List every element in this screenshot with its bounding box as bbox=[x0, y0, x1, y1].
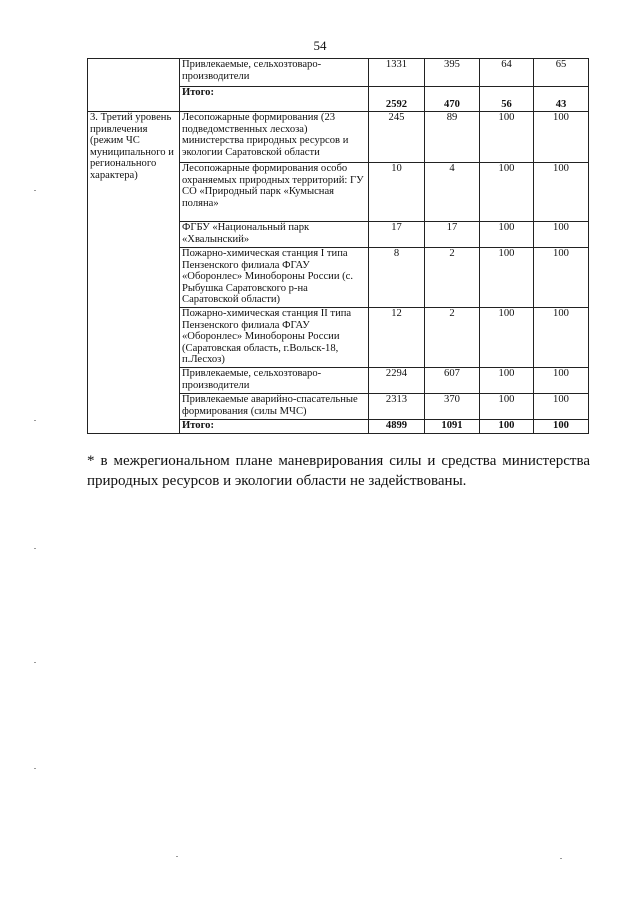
row-value: 370 bbox=[425, 394, 480, 420]
forces-table bbox=[87, 58, 589, 434]
row-value: 64 bbox=[480, 59, 534, 87]
row-value: 2 bbox=[425, 308, 480, 368]
row-description: Лесопожарные формирования (23 подведомственных лесхоза) министерства природных ресурсов и экологии Саратовской области bbox=[180, 112, 369, 163]
row-value: 65 bbox=[534, 59, 589, 87]
row-value: 100 bbox=[534, 112, 589, 163]
row-value: 100 bbox=[480, 248, 534, 308]
row-value: 2294 bbox=[369, 368, 425, 394]
row-value: 1091 bbox=[425, 420, 480, 434]
group-cell-empty bbox=[88, 59, 180, 112]
row-value: 100 bbox=[480, 222, 534, 248]
row-description: Итого: bbox=[180, 420, 369, 434]
footnote: * в межрегиональном плане маневрирования силы и средства министерства природных ресурсов и экологии области не задействованы. bbox=[87, 453, 590, 489]
scan-mark bbox=[34, 662, 36, 663]
row-value: 100 bbox=[480, 394, 534, 420]
row-description: ФГБУ «Национальный парк «Хвалынский» bbox=[180, 222, 369, 248]
row-value: 8 bbox=[369, 248, 425, 308]
scan-mark bbox=[560, 858, 562, 859]
page-number: 54 bbox=[313, 38, 327, 53]
row-value: 56 bbox=[480, 87, 534, 112]
table-row bbox=[88, 59, 589, 87]
row-value: 395 bbox=[425, 59, 480, 87]
row-value: 245 bbox=[369, 112, 425, 163]
row-value: 43 bbox=[534, 87, 589, 112]
row-description: Привлекаемые, сельхозтоваро-производители bbox=[180, 59, 369, 87]
row-value: 2592 bbox=[369, 87, 425, 112]
row-value: 4 bbox=[425, 163, 480, 222]
row-value: 100 bbox=[534, 163, 589, 222]
row-description: Привлекаемые, сельхозтоваро-производители bbox=[180, 368, 369, 394]
row-description: Привлекаемые аварийно-спасательные формирования (силы МЧС) bbox=[180, 394, 369, 420]
row-value: 100 bbox=[534, 222, 589, 248]
row-description: Пожарно-химическая станция I типа Пензенского филиала ФГАУ «Оборонлес» Минобороны России (с. Рыбушка Саратовского р-на Саратовской области) bbox=[180, 248, 369, 308]
row-value: 89 bbox=[425, 112, 480, 163]
row-value: 2 bbox=[425, 248, 480, 308]
row-value: 100 bbox=[534, 420, 589, 434]
scan-mark bbox=[176, 856, 178, 857]
row-value: 1331 bbox=[369, 59, 425, 87]
row-value: 17 bbox=[369, 222, 425, 248]
row-value: 100 bbox=[480, 163, 534, 222]
scan-mark bbox=[34, 548, 36, 549]
row-value: 100 bbox=[534, 248, 589, 308]
row-value: 100 bbox=[534, 368, 589, 394]
row-value: 17 bbox=[425, 222, 480, 248]
table-row bbox=[88, 112, 589, 163]
row-value: 100 bbox=[480, 368, 534, 394]
row-value: 2313 bbox=[369, 394, 425, 420]
row-value: 607 bbox=[425, 368, 480, 394]
row-value: 470 bbox=[425, 87, 480, 112]
row-value: 10 bbox=[369, 163, 425, 222]
row-description: Пожарно-химическая станция II типа Пензенского филиала ФГАУ «Оборонлес» Минобороны России (Саратовская область, г.Вольск-18, п.Лесхоз) bbox=[180, 308, 369, 368]
scan-mark bbox=[34, 190, 36, 191]
row-value: 4899 bbox=[369, 420, 425, 434]
row-value: 100 bbox=[480, 308, 534, 368]
row-description: Итого: bbox=[180, 87, 369, 112]
row-value: 100 bbox=[480, 112, 534, 163]
row-description: Лесопожарные формирования особо охраняемых природных территорий: ГУ СО «Природный парк «Кумысная поляна» bbox=[180, 163, 369, 222]
row-value: 12 bbox=[369, 308, 425, 368]
group-label: 3. Третий уровень привлечения (режим ЧС муниципального и регионального характера) bbox=[88, 112, 180, 434]
scan-mark bbox=[34, 768, 36, 769]
row-value: 100 bbox=[480, 420, 534, 434]
row-value: 100 bbox=[534, 394, 589, 420]
scan-mark bbox=[34, 420, 36, 421]
row-value: 100 bbox=[534, 308, 589, 368]
